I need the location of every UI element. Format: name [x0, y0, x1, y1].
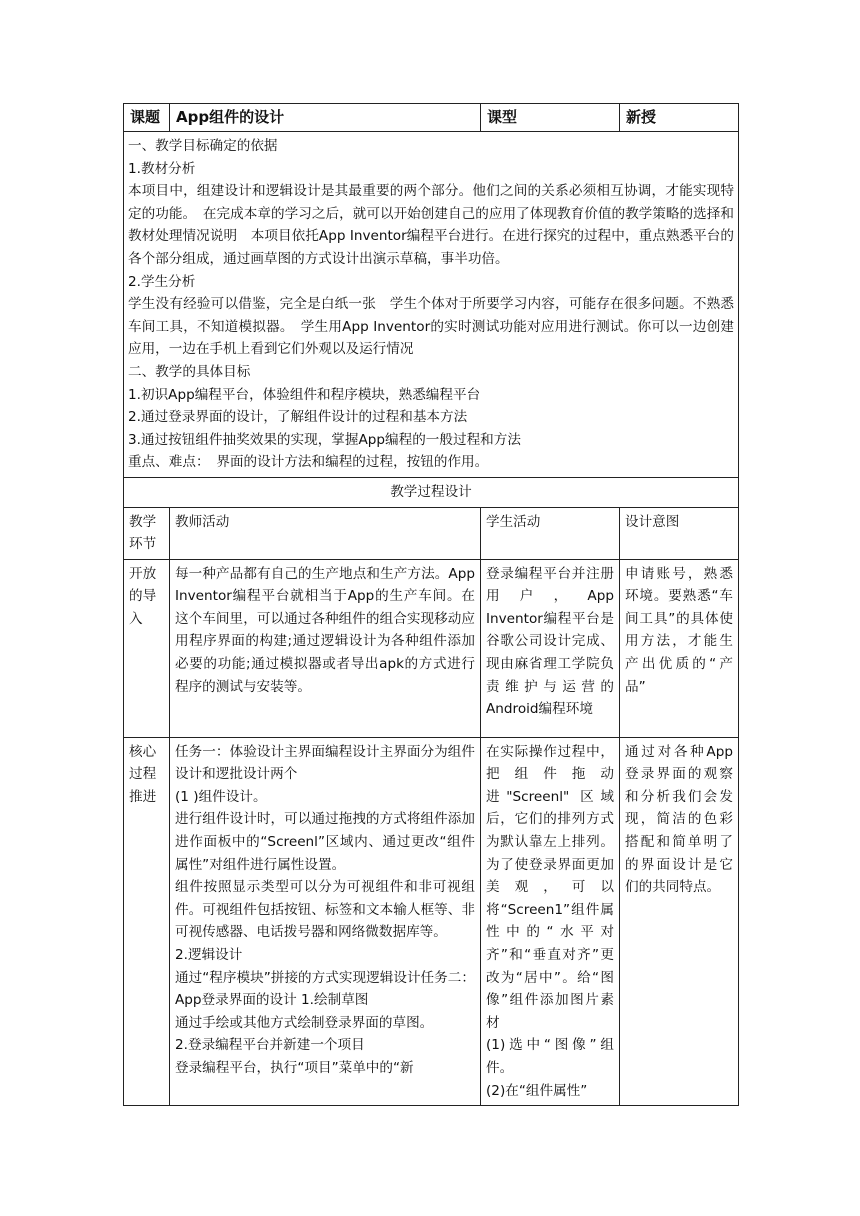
- intent-cell: [620, 559, 739, 737]
- topic-label: 课题: [124, 104, 170, 132]
- header-row: [124, 104, 739, 132]
- lesson-plan-table: [123, 103, 739, 1106]
- teacher-text: 登录编程平台，执行“项目”菜单中的“新: [175, 1060, 414, 1076]
- intent-text: 申请账号，熟悉环境。要熟悉“车间工具”的具体使用方法，才能生产出优质的“产品”: [625, 565, 733, 695]
- objectives-row: [124, 132, 739, 478]
- objective-line: 重点、难点： 界面的设计方法和编程的过程，按钮的作用。: [128, 454, 489, 471]
- process-row-import: [124, 559, 739, 737]
- teacher-text: 组件按照显示类型可以分为可视组件和非可视组件。可视组件包括按钮、标签和文本输人框等、非可视传感器、电话拨号器和网络微数据库等。: [175, 879, 475, 941]
- teacher-text: 任务一：体验设计主界面编程设计主界面分为组件设计和逻批设计两个: [175, 743, 475, 783]
- teacher-text: 通过手绘或其他方式绘制登录界面的草图。: [175, 1014, 434, 1031]
- process-title: 教学过程设计: [124, 477, 739, 507]
- process-title-row: [124, 477, 739, 507]
- teacher-text: 通过“程序模块”拼接的方式实现逻辑设计任务二：App登录界面的设计 1.绘制草图: [175, 969, 475, 1009]
- objective-line: 二、教学的具体目标: [128, 363, 251, 380]
- student-text: 登录编程平台并注册用户，App Inventor编程平台是谷歌公司设计完成、现由麻省理工学院负责维护与运营的Android编程环境: [486, 565, 614, 718]
- stage-cell: [124, 737, 170, 1106]
- objective-line: 2.学生分析: [128, 273, 196, 290]
- type-label: 课型: [481, 104, 620, 132]
- intent-text: 通过对各种App登录界面的观察和分析我们会发现，简洁的色彩搭配和简单明了的界面设计是它们的共同特点。: [625, 743, 733, 896]
- student-cell: [481, 559, 620, 737]
- student-text: (2)在“组件属性”: [486, 1082, 588, 1099]
- teacher-text: 进行组件设计时，可以通过拖拽的方式将组件添加进作面板中的“Screenl”区域内、通过更改“组件属性”对组件进行属性设置。: [175, 811, 475, 873]
- teacher-text: (1 )组件设计。: [175, 788, 267, 805]
- teacher-text: 2.登录编程平台并新建一个项目: [175, 1037, 365, 1054]
- stage-cell: [124, 559, 170, 737]
- process-row-core: [124, 737, 739, 1106]
- student-cell: [481, 737, 620, 1106]
- stage-text: 核心过程推进: [129, 743, 157, 805]
- col-header-stage: 教学环节: [124, 507, 170, 559]
- lesson-plan-page: [123, 103, 738, 1106]
- student-text: 在实际操作过程中，把组件拖动进"Screenl" 区域后，它们的排列方式为默认靠左上排列。为了使登录界面更加美观，可以将“Screen1”组件属性中的“水平对齐”和“垂直对齐”更改为“居中”。给“图像”组件添加图片素材: [486, 743, 614, 1031]
- objective-line: 学生没有经验可以借鉴，完全是白纸一张 学生个体对于所要学习内容，可能存在很多问题。不熟悉车间工具，不知道模拟器。 学生用App Inventor的实时测试功能对应用进行测试。你可以一边创建应用，一边在手机上看到它们外观以及运行情况: [128, 296, 734, 358]
- stage-text: 开放的导入: [129, 565, 157, 627]
- col-header-teacher: 教师活动: [170, 507, 481, 559]
- teacher-cell: [170, 737, 481, 1106]
- col-header-intent: 设计意图: [620, 507, 739, 559]
- student-text: (1)选中“图像”组件。: [486, 1037, 614, 1076]
- teacher-cell: [170, 559, 481, 737]
- objective-line: 2.通过登录界面的设计，了解组件设计的过程和基本方法: [128, 409, 468, 426]
- objectives-cell: [124, 132, 739, 478]
- teacher-text: 2.逻辑设计: [175, 947, 243, 964]
- intent-cell: [620, 737, 739, 1106]
- teacher-text: 每一种产品都有自己的生产地点和生产方法。App Inventor编程平台就相当于App的生产车间。在这个车间里，可以通过各种组件的组合实现移动应用程序界面的构建;通过逻辑设计为各种组件添加必要的功能;通过模拟器或者导出apk的方式进行程序的测试与安装等。: [175, 565, 475, 695]
- type-value: 新授: [620, 104, 739, 132]
- objective-line: 1.教材分析: [128, 160, 196, 177]
- topic-value: App组件的设计: [170, 104, 481, 132]
- col-header-student: 学生活动: [481, 507, 620, 559]
- objective-line: 3.通过按钮组件抽奖效果的实现，掌握App编程的一般过程和方法: [128, 431, 521, 448]
- process-header-row: [124, 507, 739, 559]
- objective-line: 本项目中，组建设计和逻辑设计是其最重要的两个部分。他们之间的关系必须相互协调，才能实现特定的功能。 在完成本章的学习之后，就可以开始创建自己的应用了体现教育价值的教学策略的选择和教材处理情况说明 本项目依托App Inventor编程平台进行。在进行探究的过程中，重点熟悉平台的各个部分组成，通过画草图的方式设计出演示草稿，事半功倍。: [128, 183, 734, 267]
- objective-line: 1.初识App编程平台，体验组件和程序模块，熟悉编程平台: [128, 386, 481, 403]
- objective-line: 一、教学目标确定的依据: [128, 138, 278, 154]
